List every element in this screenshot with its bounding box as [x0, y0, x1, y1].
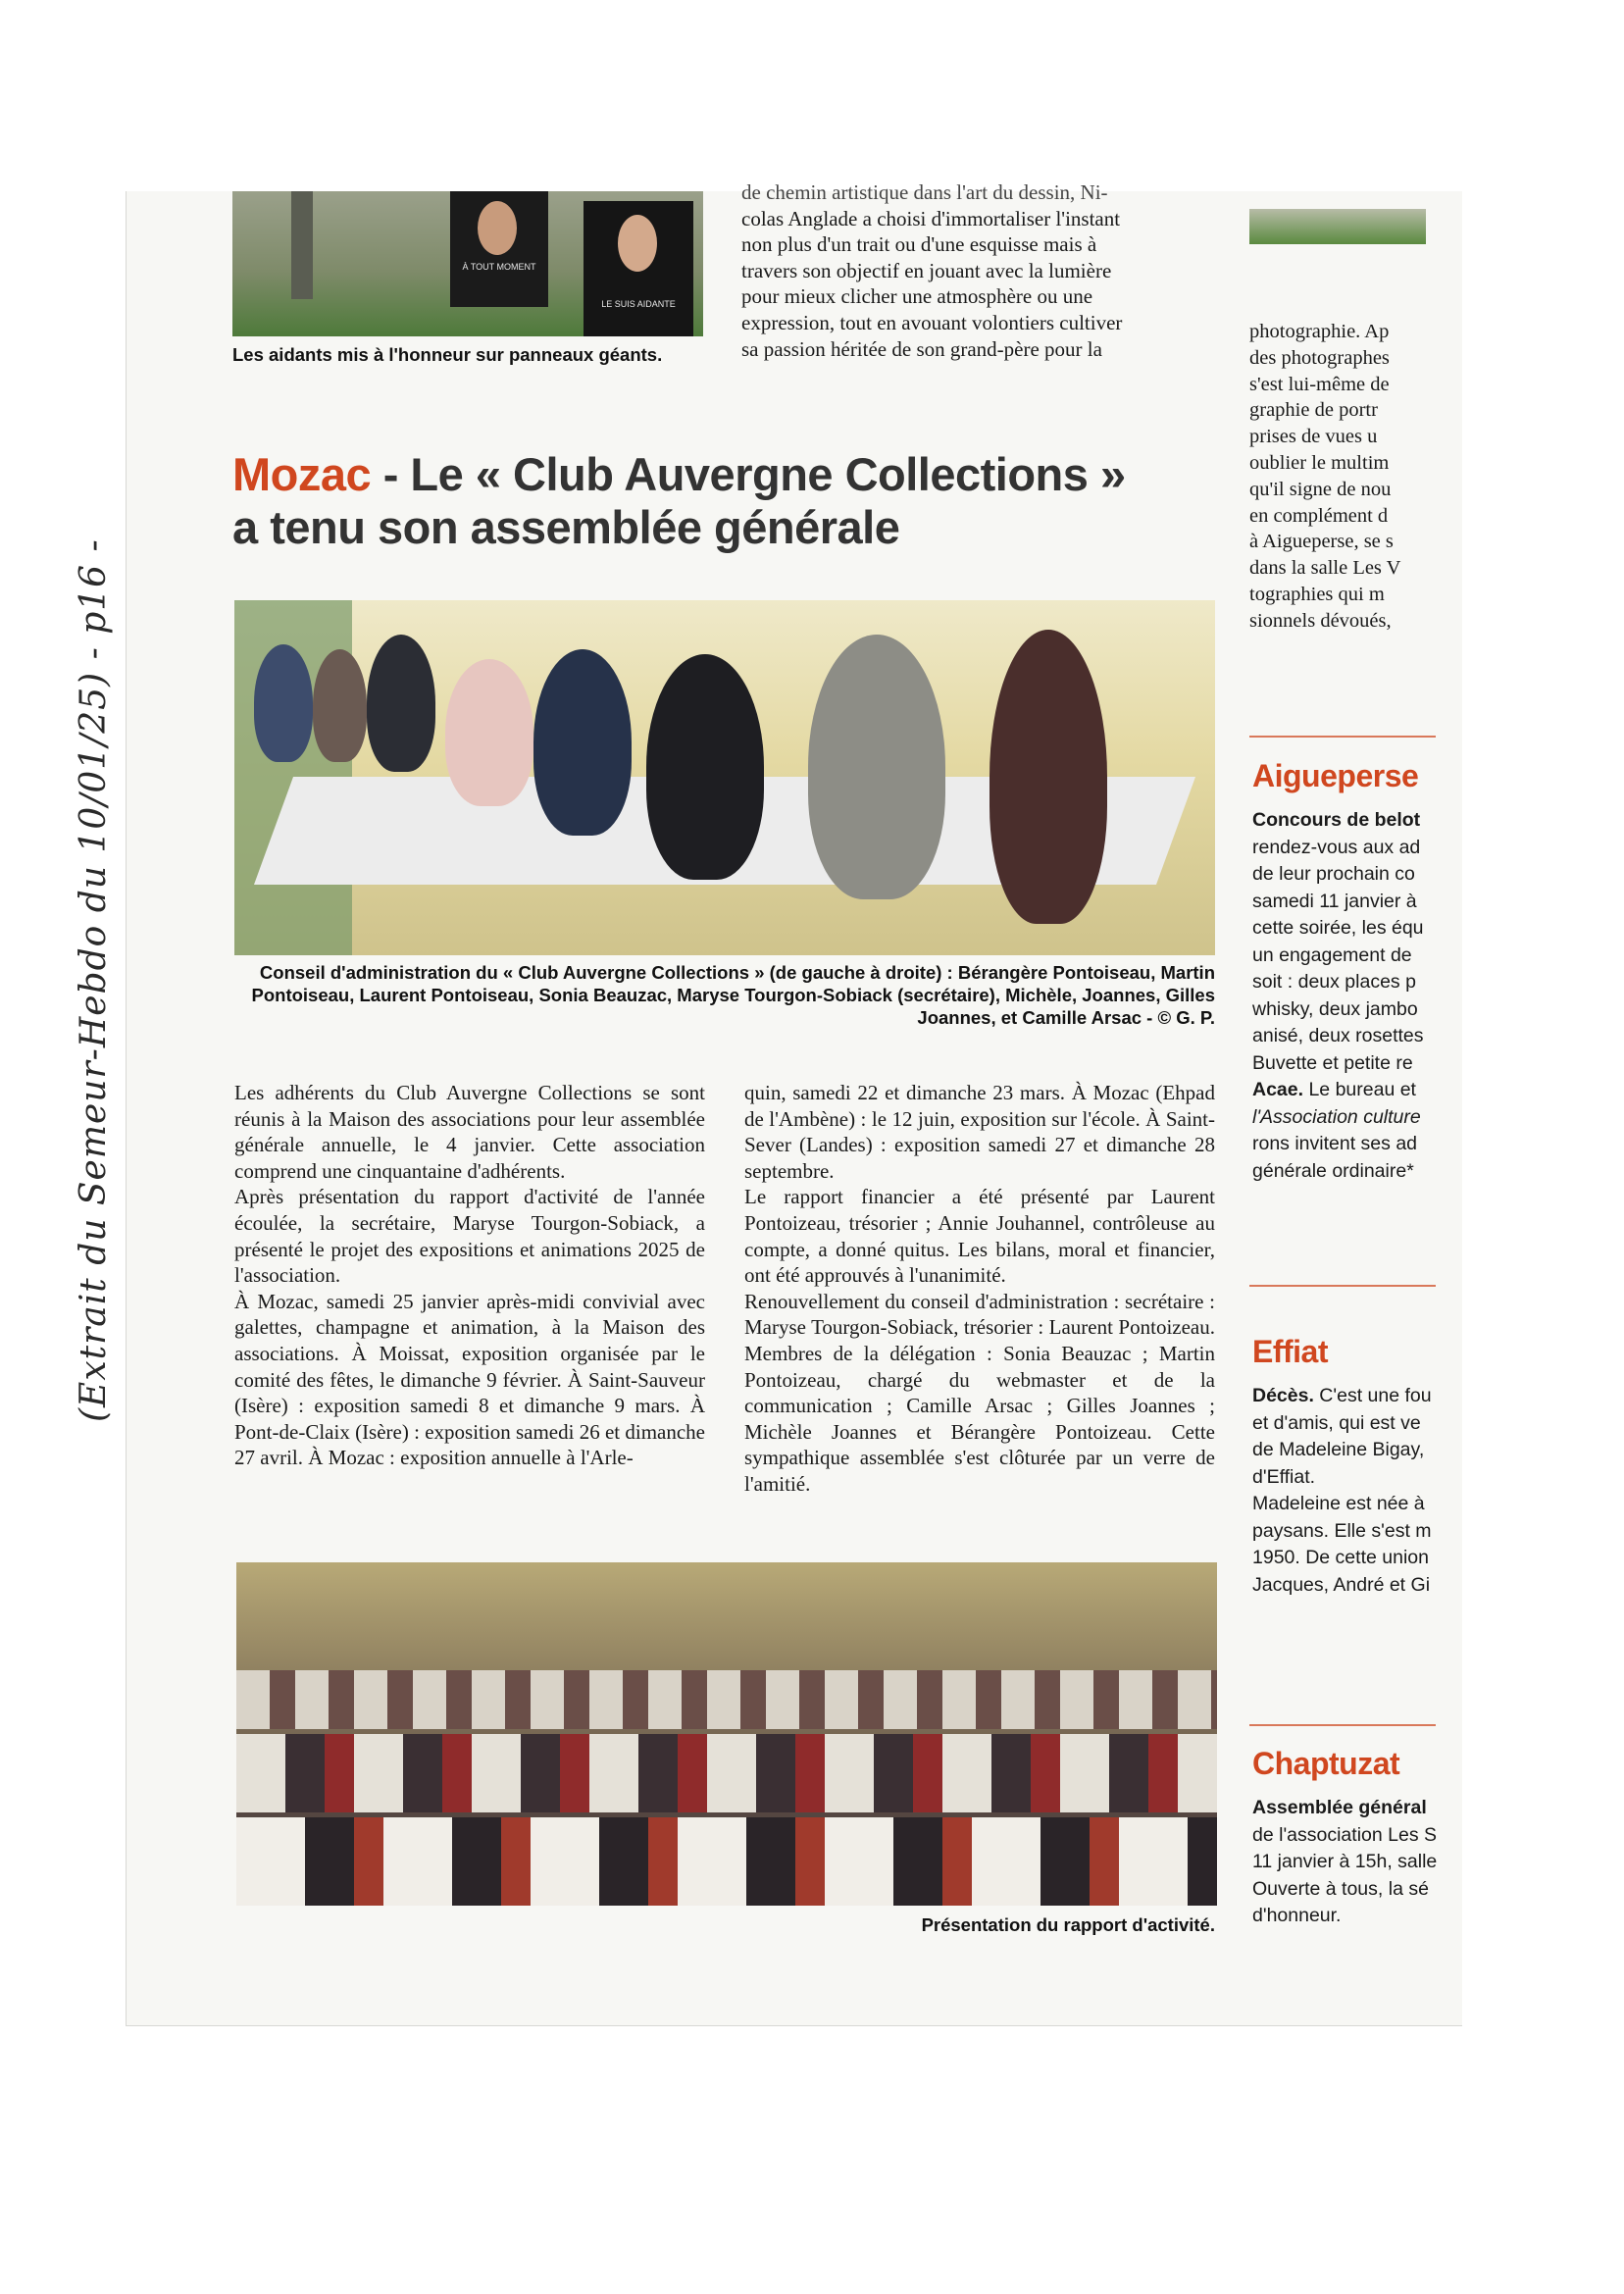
aidants-caption: Les aidants mis à l'honneur sur panneaux géants.: [232, 344, 663, 365]
top-article-line: sa passion héritée de son grand-père pour la: [741, 336, 1102, 361]
headline-line1: Mozac - Le « Club Auvergne Collections »: [232, 448, 1126, 500]
top-article-line: non plus d'un trait ou d'une esquisse mais à: [741, 232, 1097, 257]
poster-right: [584, 201, 693, 336]
aigueperse-brief: Concours de belot rendez-vous aux ad de leur prochain co samedi 11 janvier à cette soirée, les équ un engagement de soit : deux places p whisky, deux jambo anisé, deux rosettes Buvette et petite re Acae. Le bureau et l'Association culture rons invitent ses ad générale ordinaire*: [1252, 809, 1424, 1182]
person: [254, 644, 313, 762]
sidebar-divider: [1249, 736, 1436, 738]
person: [367, 635, 435, 772]
article-column-1: [234, 1080, 705, 1471]
audience-row: [236, 1734, 1217, 1812]
top-article-line: expression, tout en avouant volontiers cultiver: [741, 310, 1123, 334]
board-photo: [234, 600, 1215, 955]
section-title-effiat: Effiat: [1252, 1334, 1328, 1369]
section-title-aigueperse: Aigueperse: [1252, 758, 1419, 793]
headline-line2: a tenu son assemblée générale: [232, 501, 900, 553]
headline: [232, 448, 1223, 554]
person: [445, 659, 533, 806]
top-article-line: de chemin artistique dans l'art du dessin, Ni-: [741, 180, 1108, 204]
sidebar-top-fragment: photographie. Ap des photographes s'est lui-même de graphie de portr prises de vues u oublier le multim qu'il signe de nou en complément d à Aigueperse, se s dans la salle Les V tographies qui m sionnels dévoués,: [1249, 321, 1401, 632]
effiat-brief: Décès. C'est une fou et d'amis, qui est ve de Madeleine Bigay, d'Effiat. Madeleine est née à paysans. Elle s'est m 1950. De cette union Jacques, André et Gi: [1252, 1385, 1432, 1596]
headline-title: Le « Club Auvergne Collections »: [410, 448, 1126, 500]
person: [533, 649, 632, 836]
audience-row: [236, 1670, 1217, 1729]
poster-left-text: À TOUT MOMENT: [462, 262, 536, 272]
article-paragraph: quin, samedi 22 et dimanche 23 mars. À Mozac (Ehpad de l'Ambène) : le 12 juin, exposition sur l'école. À Saint-Sever (Landes) : exposition samedi 27 et dimanche 28 septembre.: [744, 1081, 1215, 1183]
top-article-fragment: [741, 179, 1222, 362]
handwritten-margin-note: (Extrait du Semeur-Hebdo du 10/01/25) - p16 -: [74, 538, 114, 1422]
section-title-chaptuzat: Chaptuzat: [1252, 1746, 1400, 1781]
person: [990, 630, 1107, 924]
article-paragraph: Après présentation du rapport d'activité de l'année écoulée, la secrétaire, Maryse Tourgon-Sobiack, a présenté le projet des expositions et animations 2025 de l'association.: [234, 1185, 705, 1288]
poster-right-text: LE SUIS AIDANTE: [601, 299, 676, 309]
audience-row: [236, 1817, 1217, 1906]
chaptuzat-brief: Assemblée général de l'association Les S 11 janvier à 15h, salle Ouverte à tous, la sé d'honneur.: [1252, 1797, 1438, 1926]
poster-left: [450, 191, 548, 307]
sidebar-divider: [1249, 1285, 1436, 1287]
person: [313, 649, 367, 762]
right-strip-photo: [1249, 209, 1426, 244]
article-paragraph: Les adhérents du Club Auvergne Collections se sont réunis à la Maison des associations pour leur assemblée générale annuelle, le 4 janvier. Cette association comprend une cinquantaine d'adhérents.: [234, 1081, 705, 1183]
newspaper-clipping: [126, 180, 1462, 2026]
article-paragraph: À Mozac, samedi 25 janvier après-midi convivial avec galettes, champagne et animation, à la Maison des associations. À Moissat, exposition organisée par le comité des fêtes, le dimanche 9 février. À Saint-Sauveur (Isère) : exposition samedi 8 et dimanche 9 mars. À Pont-de-Claix (Isère) : exposition samedi 26 et dimanche 27 avril. À Mozac : exposition annuelle à l'Arle-: [234, 1289, 705, 1470]
board-caption: Conseil d'administration du « Club Auvergne Collections » (de gauche à droite) : Bérangère Pontoiseau, Martin Pontoiseau, Laurent Pontoiseau, Sonia Beauzac, Maryse Tourgon-Sobiack (secrétaire), Michèle, Joannes, Gilles Joannes, et Camille Arsac - © G. P.: [251, 962, 1215, 1028]
person: [808, 635, 945, 899]
article-paragraph: Renouvellement du conseil d'administration : secrétaire : Maryse Tourgon-Sobiack, trésorier : Laurent Pontoizeau. Membres de la délégation : Sonia Beauzac ; Martin Pontoizeau, chargé du webmaster et de la communication ; Camille Arsac ; Gilles Joannes ; Michèle Joannes et Bérangère Pontoizeau. Cette sympathique assemblée s'est clôturée par un verre de l'amitié.: [744, 1289, 1215, 1496]
article-paragraph: Le rapport financier a été présenté par Laurent Pontoizeau, trésorier ; Annie Jouhannel, contrôleuse au compte, a donné quitus. Les bilans, moral et financier, ont été approuvés à l'unanimité.: [744, 1185, 1215, 1288]
assembly-caption: Présentation du rapport d'activité.: [921, 1914, 1215, 1935]
top-article-line: colas Anglade a choisi d'immortaliser l'instant: [741, 206, 1121, 230]
assembly-photo: [236, 1562, 1217, 1906]
top-article-line: pour mieux clicher une atmosphère ou une: [741, 284, 1093, 309]
article-column-2: [744, 1080, 1215, 1498]
headline-city: Mozac: [232, 448, 372, 500]
top-article-line: travers son objectif en jouant avec la lumière: [741, 258, 1112, 282]
sidebar-divider: [1249, 1724, 1436, 1726]
person: [646, 654, 764, 880]
tree-trunk: [291, 191, 313, 299]
aidants-photo: [232, 191, 703, 336]
